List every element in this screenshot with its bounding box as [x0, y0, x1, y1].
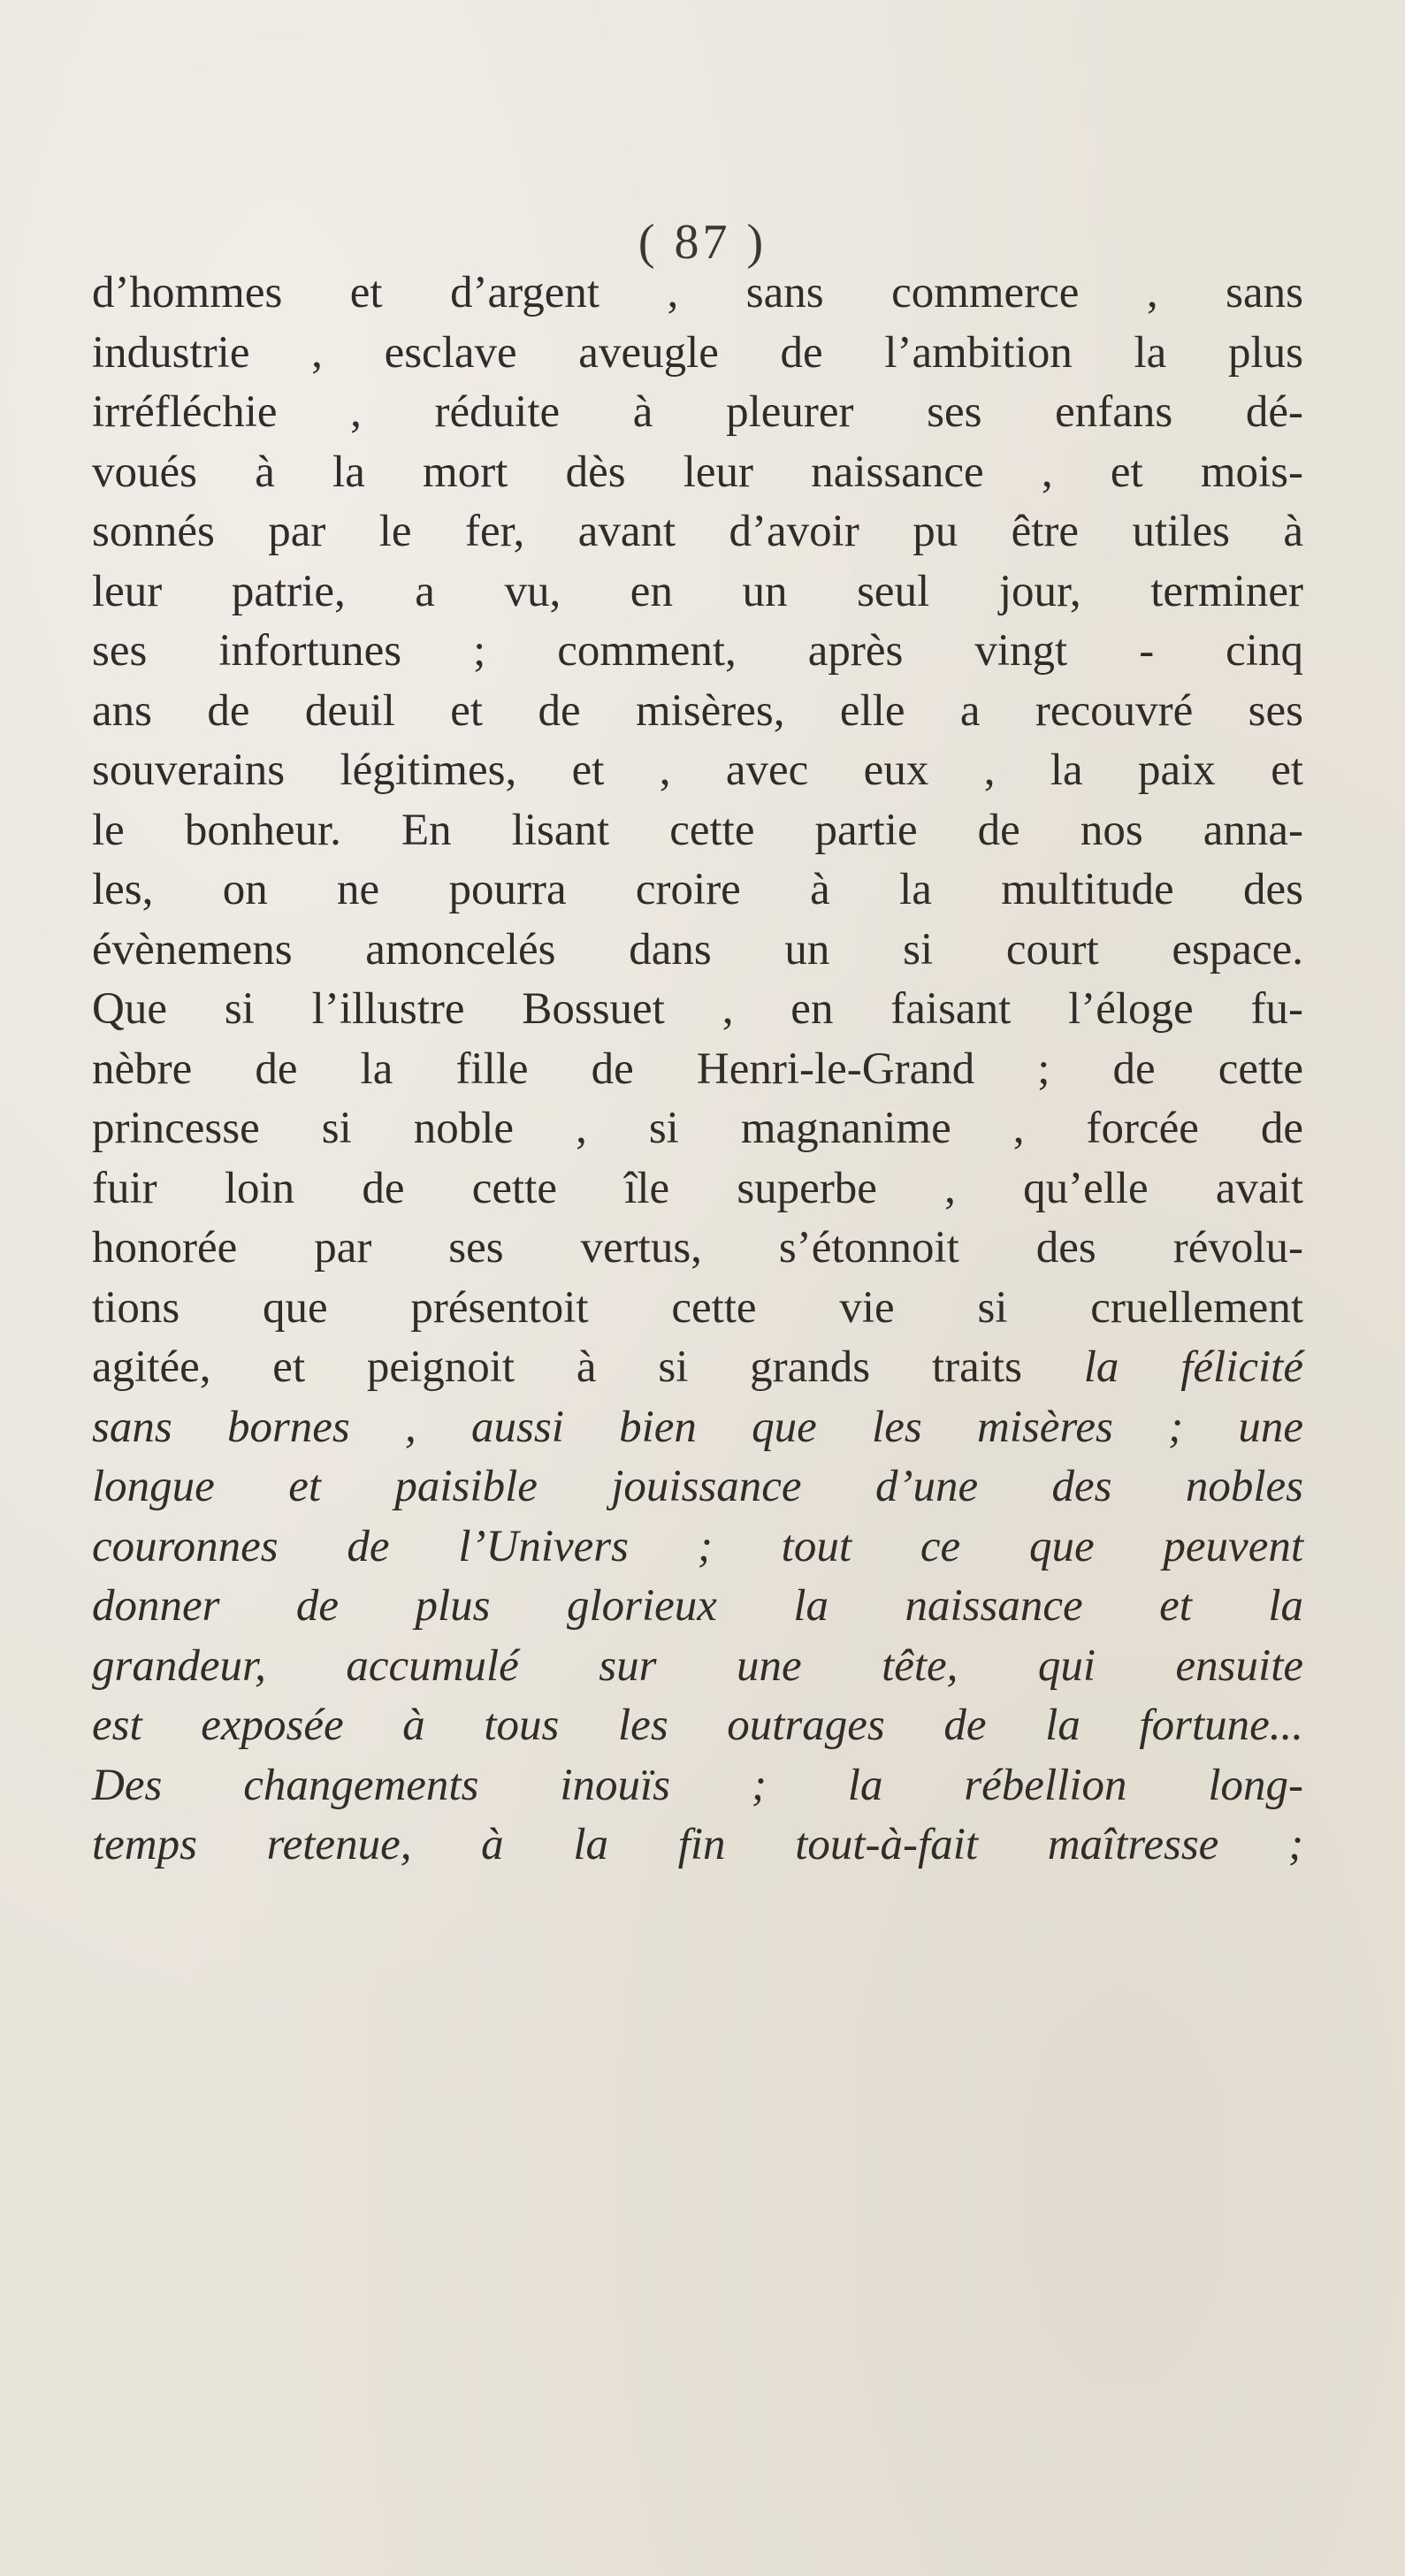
text-line: ans de deuil et de misères, elle a recouvré ses [92, 685, 1303, 736]
text-line: les, on ne pourra croire à la multitude des [92, 865, 1303, 914]
text-roman-segment: agitée, et peignoit à si grands traits [92, 1342, 1084, 1392]
text-line: voués à la mort dès leur naissance , et mois- [92, 447, 1303, 497]
text-line-italic: temps retenue, à la fin tout-à-fait maîtresse ; [92, 1820, 1303, 1869]
text-line: princesse si noble , si magnanime , forcée de [92, 1104, 1303, 1153]
text-line-italic: sans bornes , aussi bien que les misères ; une [92, 1402, 1303, 1452]
text-line: honorée par ses vertus, s’étonnoit des révolu- [92, 1223, 1303, 1273]
text-line-italic: Des changements inouïs ; la rébellion long- [92, 1760, 1303, 1810]
text-line: leur patrie, a vu, en un seul jour, terminer [92, 566, 1303, 616]
body-text [92, 264, 1303, 1876]
text-line: ses infortunes ; comment, après vingt - cinq [92, 626, 1303, 676]
text-line-italic: donner de plus glorieux la naissance et la [92, 1581, 1303, 1631]
text-line: souverains légitimes, et , avec eux , la paix et [92, 745, 1303, 795]
page-number: ( 87 ) [638, 215, 767, 270]
text-line: fuir loin de cette île superbe , qu’elle avait [92, 1163, 1303, 1213]
text-italic-segment: la félicité [1083, 1342, 1303, 1392]
text-line-italic: est exposée à tous les outrages de la fortune... [92, 1701, 1303, 1750]
text-line: Que si l’illustre Bossuet , en faisant l’éloge fu- [92, 984, 1303, 1034]
text-line: nèbre de la fille de Henri-le-Grand ; de cette [92, 1043, 1303, 1094]
text-line-italic: longue et paisible jouissance d’une des nobles [92, 1462, 1303, 1511]
text-line: évènemens amoncelés dans un si court espace. [92, 924, 1303, 975]
text-line: le bonheur. En lisant cette partie de nos anna- [92, 805, 1303, 855]
text-line: sonnés par le fer, avant d’avoir pu être utiles à [92, 507, 1303, 556]
text-line: tions que présentoit cette vie si cruellement [92, 1282, 1303, 1333]
text-line: industrie , esclave aveugle de l’ambition la plus [92, 327, 1303, 378]
text-line: d’hommes et d’argent , sans commerce , sans [92, 268, 1303, 317]
text-line-italic: grandeur, accumulé sur une tête, qui ensuite [92, 1640, 1303, 1691]
text-line-mixed [92, 1338, 1303, 1398]
text-line: irréfléchie , réduite à pleurer ses enfans dé- [92, 387, 1303, 437]
text-line-italic: couronnes de l’Univers ; tout ce que peuvent [92, 1521, 1303, 1571]
